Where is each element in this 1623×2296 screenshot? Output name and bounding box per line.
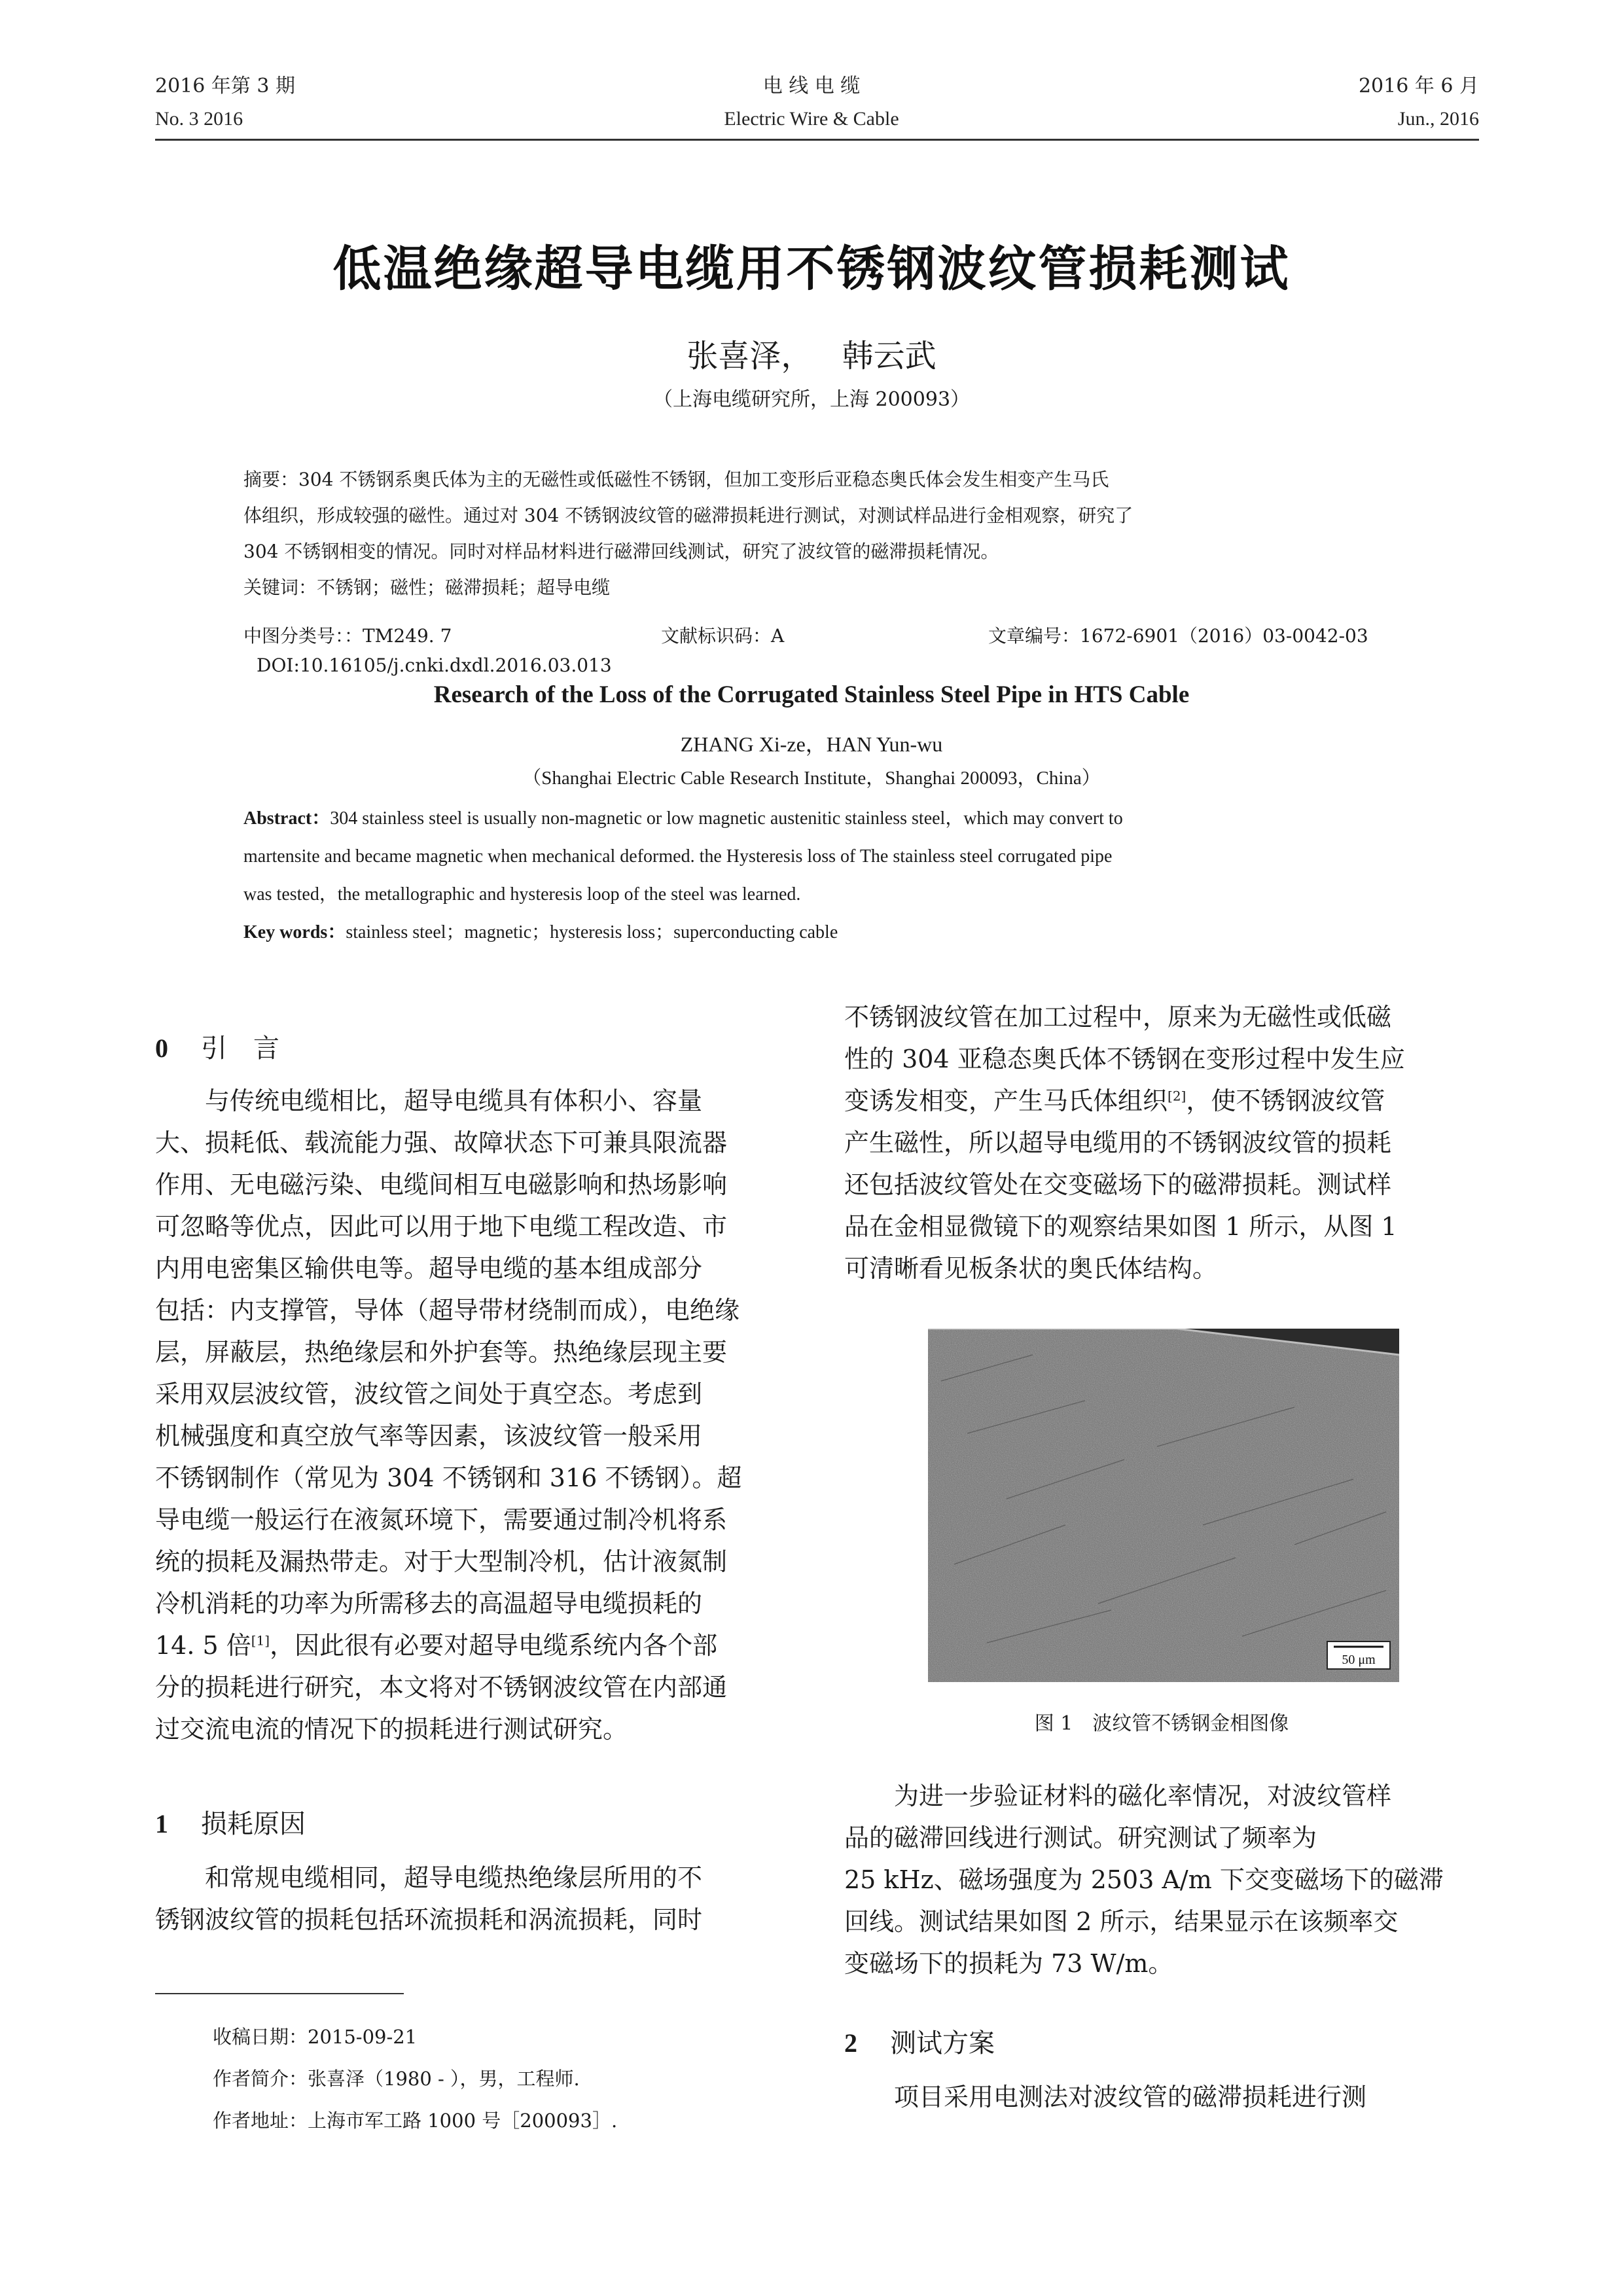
- en-abstract-line: 304 stainless steel is usually non-magnetic or low magnetic austenitic stainless steel，which may convert to: [330, 808, 1123, 829]
- section-2-body: [844, 2076, 1479, 2118]
- text-line: 大、损耗低、载流能力强、故障状态下可兼具限流器: [155, 1128, 728, 1157]
- text-line: 变磁场下的损耗为 73 W/m。: [844, 1949, 1173, 1978]
- text-line: 回线。测试结果如图 2 所示，结果显示在该频率交: [844, 1907, 1399, 1936]
- text-line: 产生磁性，所以超导电缆用的不锈钢波纹管的损耗: [844, 1128, 1392, 1157]
- text-line: 25 kHz、磁场强度为 2503 A/m 下交变磁场下的磁滞: [844, 1865, 1444, 1894]
- text-line: 还包括波纹管处在交变磁场下的磁滞损耗。测试样: [844, 1170, 1392, 1199]
- cn-abstract-line: 304 不锈钢相变的情况。同时对样品材料进行磁滞回线测试，研究了波纹管的磁滞损耗情况。: [243, 541, 999, 562]
- received-date: 收稿日期：2015-09-21: [213, 2026, 418, 2048]
- issue-date-en: Jun., 2016: [1397, 108, 1479, 130]
- text-line: 分的损耗进行研究，本文将对不锈钢波纹管在内部通: [155, 1673, 728, 1702]
- section-number: 2: [844, 2028, 857, 2058]
- text-line: 过交流电流的情况下的损耗进行测试研究。: [155, 1715, 628, 1744]
- text-line: 项目采用电测法对波纹管的磁滞损耗进行测: [894, 2083, 1367, 2111]
- text-line: 包括：内支撑管，导体（超导带材绕制而成），电绝缘: [155, 1296, 740, 1325]
- article-number: 文章编号：1672-6901（2016）03-0042-03: [988, 625, 1368, 647]
- section-1-continued: [844, 996, 1479, 1289]
- section-2-heading: [844, 2022, 1479, 2060]
- text-line: 内用电密集区输供电等。超导电缆的基本组成部分: [155, 1254, 703, 1283]
- text-span: ，因此很有必要对超导电缆系统内各个部: [270, 1631, 718, 1660]
- abstract-label: Abstract：: [243, 808, 330, 829]
- english-title: Research of the Loss of the Corrugated Stainless Steel Pipe in HTS Cable: [433, 681, 1190, 708]
- text-line: 和常规电缆相同，超导电缆热绝缘层所用的不: [205, 1863, 703, 1892]
- en-keywords: stainless steel；magnetic；hysteresis loss；superconducting cable: [346, 922, 838, 942]
- text-line: 与传统电缆相比，超导电缆具有体积小、容量: [205, 1086, 703, 1115]
- text-line: 可清晰看见板条状的奥氏体结构。: [844, 1254, 1218, 1283]
- section-1-heading: [155, 1803, 783, 1840]
- en-abstract-line: martensite and became magnetic when mechanical deformed. the Hysteresis loss of The stainless steel corrugated pipe: [243, 846, 1113, 867]
- metallographic-image: [928, 1329, 1399, 1682]
- scale-bar-label: 50 μm: [1342, 1653, 1376, 1667]
- text-line: 冷机消耗的功率为所需移去的高温超导电缆损耗的: [155, 1589, 703, 1618]
- cn-abstract-line: 摘要：304 不锈钢系奥氏体为主的无磁性或低磁性不锈钢，但加工变形后亚稳态奥氏体会发生相变产生马氏: [243, 469, 1109, 490]
- author-address: 作者地址：上海市军工路 1000 号［200093］.: [213, 2109, 618, 2132]
- english-authors: ZHANG Xi-ze，HAN Yun-wu: [680, 732, 943, 756]
- footnote: [213, 2016, 617, 2142]
- text-line: [844, 1080, 1479, 1122]
- paper-affiliation: （上海电缆研究所，上海 200093）: [652, 388, 971, 411]
- journal-issue-en: No. 3 2016: [155, 108, 243, 130]
- text-line: 层，屏蔽层，热绝缘层和外护套等。热绝缘层现主要: [155, 1338, 728, 1367]
- section-0-heading: [155, 1028, 783, 1065]
- section-1-paragraph-2: [844, 1775, 1479, 1984]
- text-line: 可忽略等优点，因此可以用于地下电缆工程改造、市: [155, 1212, 728, 1241]
- english-abstract: [243, 800, 1395, 952]
- author-info: 作者简介：张喜泽（1980 - ），男，工程师.: [213, 2068, 580, 2090]
- header-rule: [155, 139, 1479, 141]
- footnote-rule: [155, 1993, 404, 1994]
- en-abstract-line: was tested，the metallographic and hysteresis loop of the steel was learned.: [243, 884, 801, 905]
- english-affiliation: （Shanghai Electric Cable Research Institute，Shanghai 200093，China）: [522, 768, 1101, 789]
- section-title: 引 言: [201, 1033, 279, 1064]
- section-number: 0: [155, 1033, 168, 1063]
- section-1-body: [155, 1857, 783, 1941]
- text-line: [155, 1624, 783, 1666]
- cn-abstract: [243, 461, 1395, 605]
- cn-keywords: 关键词：不锈钢；磁性；磁滞损耗；超导电缆: [243, 577, 611, 598]
- clc-number: 中图分类号：：TM249. 7: [243, 625, 452, 647]
- text-line: 性的 304 亚稳态奥氏体不锈钢在变形过程中发生应: [844, 1045, 1405, 1073]
- text-line: 品在金相显微镜下的观察结果如图 1 所示，从图 1: [844, 1212, 1397, 1241]
- paper-authors: 张喜泽， 韩云武: [687, 338, 936, 374]
- journal-name-en: Electric Wire & Cable: [724, 108, 899, 130]
- micrograph-figure: [928, 1329, 1399, 1682]
- keywords-label: Key words：: [243, 922, 346, 942]
- text-line: 机械强度和真空放气率等因素，该波纹管一般采用: [155, 1422, 703, 1450]
- citation-1[interactable]: [1]: [251, 1632, 270, 1649]
- citation-2[interactable]: [2]: [1168, 1088, 1186, 1104]
- paper-title: 低温绝缘超导电缆用不锈钢波纹管损耗测试: [332, 241, 1291, 297]
- issue-date-cn: 2016 年 6 月: [1358, 75, 1479, 98]
- text-line: 不锈钢制作（常见为 304 不锈钢和 316 不锈钢）。超: [155, 1463, 742, 1492]
- journal-name-cn: 电 线 电 缆: [762, 75, 861, 98]
- section-title: 损耗原因: [201, 1809, 306, 1839]
- cn-abstract-line: 体组织，形成较强的磁性。通过对 304 不锈钢波纹管的磁滞损耗进行测试，对测试样品进行金相观察，研究了: [243, 505, 1133, 526]
- text-line: 为进一步验证材料的磁化率情况，对波纹管样: [894, 1782, 1392, 1810]
- text-span: 14. 5 倍: [155, 1631, 251, 1660]
- text-span: ，使不锈钢波纹管: [1186, 1086, 1385, 1115]
- section-number: 1: [155, 1809, 168, 1839]
- journal-issue-cn: 2016 年第 3 期: [155, 75, 296, 98]
- text-line: 导电缆一般运行在液氮环境下，需要通过制冷机将系: [155, 1505, 728, 1534]
- figure-1-caption: 图 1 波纹管不锈钢金相图像: [1034, 1712, 1289, 1735]
- text-span: 变诱发相变，产生马氏体组织: [844, 1086, 1168, 1115]
- text-line: 采用双层波纹管，波纹管之间处于真空态。考虑到: [155, 1380, 703, 1408]
- section-title: 测试方案: [890, 2028, 995, 2058]
- text-line: 作用、无电磁污染、电缆间相互电磁影响和热场影响: [155, 1170, 728, 1199]
- doi: DOI:10.16105/j.cnki.dxdl.2016.03.013: [257, 655, 612, 676]
- section-0-body: [155, 1080, 783, 1750]
- text-line: 不锈钢波纹管在加工过程中，原来为无磁性或低磁: [844, 1003, 1392, 1031]
- text-line: 锈钢波纹管的损耗包括环流损耗和涡流损耗，同时: [155, 1905, 703, 1934]
- text-line: 品的磁滞回线进行测试。研究测试了频率为: [844, 1823, 1317, 1852]
- document-code: 文献标识码：A: [661, 625, 785, 647]
- text-line: 统的损耗及漏热带走。对于大型制冷机，估计液氮制: [155, 1547, 728, 1576]
